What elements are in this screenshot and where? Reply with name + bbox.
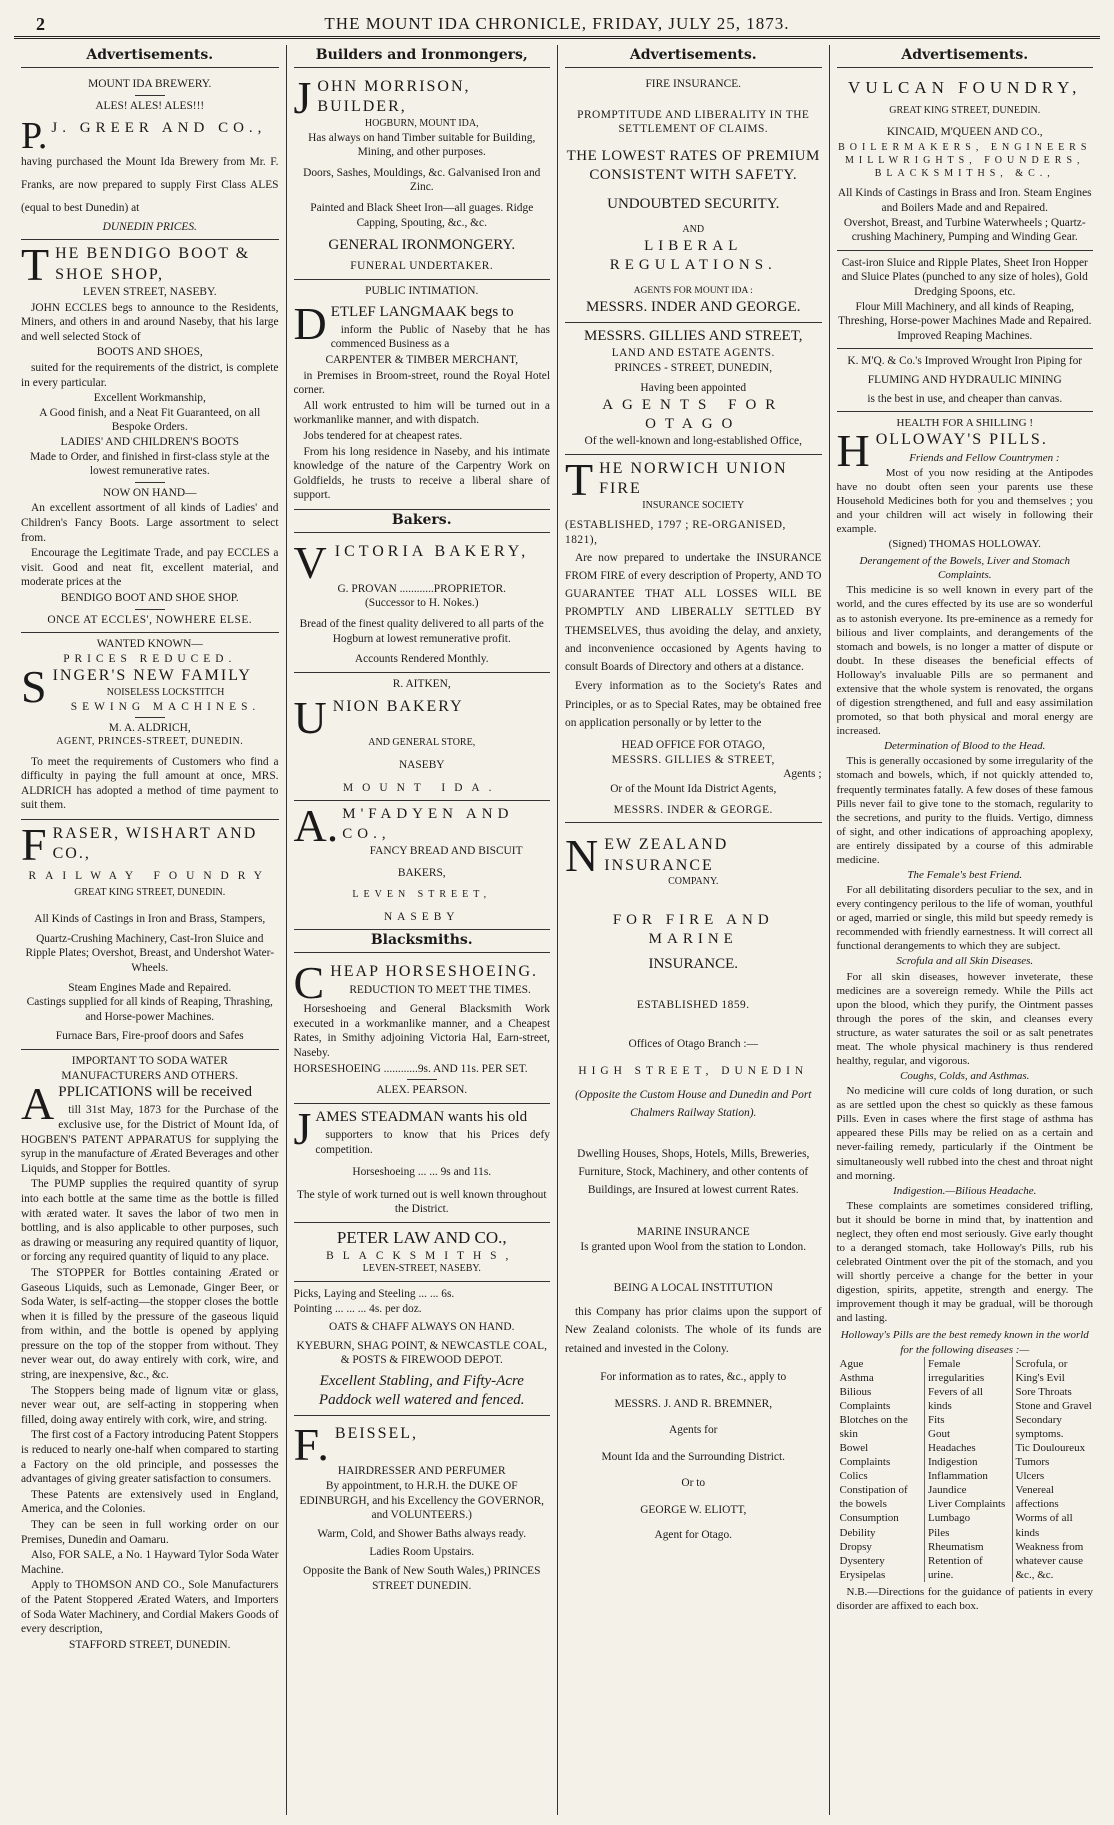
ad-line: Pointing ... ... ... 4s. per doz.	[293, 1302, 422, 1315]
ad-line: MESSRS. INDER & GEORGE.	[613, 803, 773, 816]
ad-heading: HEALTH FOR A SHILLING !	[896, 417, 1033, 430]
ad-line: MARINE INSURANCE	[636, 1226, 750, 1239]
column-heading: Advertisements.	[21, 47, 279, 68]
ad-line: MESSRS. J. AND R. BREMNER,	[614, 1397, 773, 1410]
ad-line: ALES! ALES! ALES!!!	[95, 99, 205, 112]
ad-line: HAIRDRESSER AND PERFUMER	[337, 1465, 506, 1478]
ad-line: FOR FIRE AND MARINE	[612, 911, 774, 948]
ad-title: EW ZEALAND INSURANCE	[604, 836, 729, 874]
ad-line: Doors, Sashes, Mouldings, &c. Galvanised Iron and Zinc.	[303, 166, 541, 194]
ad-line: DUNEDIN PRICES.	[102, 220, 197, 233]
ad-line: Quartz-Crushing Machinery, Cast-Iron Sluice and Ripple Plates; Overshot, Breast, and Undershot Water-Wheels.	[25, 932, 275, 975]
ad-body: Are now prepared to undertake the INSURANCE FROM FIRE of every description of Property, AND TO GUARANTEE THAT ALL LOSSES WILL BE PROMPTLY AND LIBERALLY SETTLED BY THEMSELVES, thus avoiding the delay, and anxiety, and inconvenience occasioned by Agents having to consult Boards of Directory and others at a distance.	[565, 551, 822, 674]
ad-body: Also, FOR SALE, a No. 1 Hayward Tylor Soda Water Machine.	[21, 1549, 279, 1576]
ad-title: INGER'S NEW FAMILY	[52, 667, 252, 685]
ad-line: AGENTS FOR MOUNT IDA :	[633, 286, 753, 297]
ad-line: Or to	[681, 1477, 706, 1490]
ad-line: RAILWAY FOUNDRY	[28, 869, 271, 882]
ad-title: NION BAKERY	[332, 698, 464, 716]
ad-title: MESSRS. GILLIES AND STREET,	[584, 327, 803, 344]
ad-line: BLACKSMITHS,	[326, 1249, 518, 1262]
section-heading: Blacksmiths.	[294, 932, 551, 953]
ad-line: By appointment, to H.R.H. the DUKE OF EDINBURGH, and his Excellency the GOVERNOR, and VOLUNTEERS.)	[299, 1480, 545, 1522]
ad-body: For all skin diseases, however inveterate, these medicines are a sovereign remedy. While the Pills act upon the blood, which they purify, the Ointment passes through the pores of the skin, and cleanses every structure, as water saturates the soil or as salt penetrates meat. The whole physical machinery is thus rendered healthy, regular, and vigorous.	[836, 970, 1093, 1067]
drop-cap: A.	[293, 800, 339, 852]
ad-line: MOUNT IDA.	[343, 781, 501, 794]
ad-line: HORSESHOEING ............9s. AND 11s. PER SET.	[293, 1062, 528, 1075]
ad-norwich-union	[565, 455, 822, 823]
ad-title: ICTORIA BAKERY,	[334, 542, 530, 560]
divider	[135, 609, 165, 610]
ad-new-zealand-insurance	[565, 823, 822, 1547]
ad-body: having purchased the Mount Ida Brewery from Mr. F. Franks, are now prepared to supply First Class ALES (equal to best Dunedin) at	[21, 156, 279, 214]
drop-cap: F.	[293, 1419, 331, 1471]
ad-line: THE LOWEST RATES OF PREMIUM CONSISTENT WITH SAFETY.	[566, 147, 820, 183]
ad-line: Made to Order, and finished in first-class style at the lowest remunerative rates.	[30, 450, 270, 478]
ad-line: BOOTS AND SHOES,	[96, 346, 203, 359]
ad-line: LADIES' AND CHILDREN'S BOOTS	[60, 436, 239, 448]
drop-cap: J	[293, 71, 314, 123]
ad-subhead: Coughs, Colds, and Asthmas.	[900, 1070, 1030, 1083]
ad-line: FUNERAL UNDERTAKER.	[350, 260, 494, 273]
ad-body: They can be seen in full working order on our Premises, Dunedin and Oamaru.	[21, 1519, 279, 1546]
drop-cap: U	[293, 692, 329, 744]
page-number: 2	[36, 14, 45, 34]
ad-line: (Signed) THOMAS HOLLOWAY.	[888, 538, 1041, 551]
ad-line: LIBERAL REGULATIONS.	[609, 238, 777, 274]
masthead	[14, 10, 1100, 39]
ad-subhead: The Female's best Friend.	[907, 868, 1023, 881]
ad-langmaak	[294, 280, 551, 510]
ad-line: OATS & CHAFF ALWAYS ON HAND.	[329, 1321, 515, 1334]
ad-line: INSURANCE.	[648, 956, 739, 973]
ad-title: VULCAN FOUNDRY,	[848, 77, 1082, 97]
ad-line: GENERAL IRONMONGERY.	[328, 237, 516, 254]
ad-line: INSURANCE SOCIETY	[642, 499, 745, 511]
ad-body: Jobs tendered for at cheapest rates.	[303, 429, 463, 442]
ad-heading: IMPORTANT TO SODA WATER MANUFACTURERS AND OTHERS.	[61, 1055, 239, 1082]
ad-mount-ida-brewery	[21, 73, 279, 240]
column-1	[14, 45, 286, 1815]
ad-firm-name: J. GREER AND CO.,	[51, 120, 267, 137]
ad-address: PRINCES - STREET, DUNEDIN,	[614, 361, 773, 374]
ad-line: Mount Ida and the Surrounding District.	[601, 1450, 785, 1463]
ad-line: Bread of the finest quality delivered to all parts of the Hogburn at lowest remunerative profit.	[299, 617, 544, 645]
ad-line: R. AITKEN,	[392, 677, 451, 690]
ad-line: REDUCTION TO MEET THE TIMES.	[349, 983, 531, 996]
ad-line: Horseshoeing ... ... 9s and 11s.	[352, 1166, 492, 1179]
ad-line: Of the well-known and long-established Office,	[584, 435, 802, 448]
columns	[14, 45, 1100, 1815]
ad-body: N.B.—Directions for the guidance of patients in every disorder are affixed to each box.	[836, 1585, 1093, 1612]
ad-body: suited for the requirements of the district, is complete in every particular.	[21, 362, 279, 389]
ad-body: till 31st May, 1873 for the Purchase of the exclusive use, for the District of Mount Ida, of HOGBEN'S PATENT APPARATUS for supplying the syrup in the manufacture of Ærated Beverages and other Liquids, and Stopper for Bottles.	[21, 1104, 279, 1175]
ad-line: Castings supplied for all kinds of Reaping, Thrashing, and Horse-power Machines.	[26, 996, 273, 1023]
ad-line: Agents ;	[783, 768, 822, 781]
ad-title: OLLOWAY'S PILLS.	[875, 431, 1048, 449]
divider	[135, 482, 165, 483]
ad-body: inform the Public of Naseby that he has commenced Business as a	[330, 323, 550, 351]
diseases-list-col: Ague Asthma Bilious Complaints Blotches on the skin Bowel Complaints Colics Constipation of the bowels Consumption Debility Dropsy Dysentery Erysipelas	[839, 1357, 908, 1581]
ad-line: For information as to rates, &c., apply to	[600, 1370, 787, 1383]
ad-line: AND GENERAL STORE,	[368, 737, 476, 749]
ad-cheap-horseshoeing	[294, 958, 551, 1104]
ad-title: AMES STEADMAN wants his old	[315, 1108, 528, 1125]
column-heading: Advertisements.	[565, 47, 822, 68]
ad-body: Most of you now residing at the Antipodes have no doubt often seen your parents use these Household Medicines both for you and themselves ; you and your children will act wisely in following their example.	[836, 466, 1093, 536]
ad-line: ESTABLISHED 1859.	[636, 999, 750, 1012]
ad-line: Agent for Otago.	[654, 1528, 732, 1541]
ad-body: Apply to THOMSON AND CO., Sole Manufacturers of the Patent Stoppered Ærated Waters, and Importers of Soda Water Machinery, and Cordial Makers Goods of every description,	[21, 1579, 279, 1636]
ad-title: M'FADYEN AND CO.,	[342, 806, 514, 842]
ad-body: To meet the requirements of Customers who find a difficulty in paying the full amount at once, MRS. ALDRICH has adopted a method of time payment to suit them.	[21, 755, 279, 812]
ad-title: BEISSEL,	[334, 1425, 419, 1443]
ad-line: SEWING MACHINES.	[70, 700, 261, 713]
column-4	[829, 45, 1101, 1815]
ad-heading: PUBLIC INTIMATION.	[365, 284, 479, 297]
ad-line: HIGH STREET, DUNEDIN	[578, 1064, 809, 1077]
ad-line: FLUMING AND HYDRAULIC MINING	[867, 373, 1062, 386]
ad-holloways-pills	[837, 412, 1094, 1619]
ad-line: Overshot, Breast, and Turbine Waterwheels ; Quartz-crushing Machinery, Pumping and Winding Gear.	[843, 216, 1086, 244]
ad-line: ALEX. PEARSON.	[376, 1084, 468, 1097]
ad-address: HOGBURN, MOUNT IDA,	[364, 117, 479, 129]
ad-line: Dwelling Houses, Shops, Hotels, Mills, Breweries, Furniture, Stock, Machinery, and other contents of Buildings, are Insured at lowest current Rates.	[577, 1147, 810, 1197]
ad-line: BEING A LOCAL INSTITUTION	[613, 1281, 773, 1294]
drop-cap: T	[565, 453, 596, 505]
drop-cap: J	[293, 1102, 312, 1154]
ad-line: Has always on hand Timber suitable for Building, Mining, and other purposes.	[308, 131, 536, 159]
ad-line: Warm, Cold, and Shower Baths always ready.	[317, 1527, 527, 1540]
ad-soda-water-patent	[21, 1050, 279, 1657]
drop-cap: S	[21, 661, 49, 713]
ad-line: Agents for	[669, 1424, 718, 1437]
ad-line: Or of the Mount Ida District Agents,	[610, 782, 777, 795]
ad-body: These Patents are extensively used in England, America, and the Colonies.	[21, 1488, 279, 1516]
ad-body: The first cost of a Factory introducing Patent Stoppers is reduced to nearly one-half when compared to starting a Factory on the old principle, and possesses the advantages of giving greater satisfaction to consumers.	[21, 1429, 279, 1486]
ad-beissel-hairdresser	[294, 1416, 551, 1598]
ad-line: Offices of Otago Branch :—	[628, 1037, 758, 1050]
ad-address: GREAT KING STREET, DUNEDIN.	[889, 104, 1041, 116]
ad-gillies-and-street	[565, 323, 822, 455]
ad-line: GEORGE W. ELIOTT,	[640, 1503, 747, 1516]
ad-line: (ESTABLISHED, 1797 ; RE-ORGANISED, 1821),	[565, 519, 786, 547]
ad-address: GREAT KING STREET, DUNEDIN.	[74, 887, 226, 899]
ad-body: For all debilitating disorders peculiar to the sex, and in every contingency perilous to the life of woman, youthful or aged, married or single, this mild but speedy remedy is recommended with friendly earnestness. It will correct all functional derangements to which they are subject.	[836, 884, 1093, 953]
ad-line: A Good finish, and a Neat Fit Guaranteed, on all Bespoke Orders.	[39, 406, 261, 434]
ad-body: in Premises in Broom-street, round the Royal Hotel corner.	[293, 369, 550, 397]
ad-line: COMPANY.	[668, 876, 719, 888]
ad-line: MESSRS. GILLIES & STREET,	[611, 753, 775, 766]
ad-subhead: Scrofula and all Skin Diseases.	[896, 955, 1034, 968]
ad-title: HEAP HORSESHOEING.	[330, 963, 539, 981]
ad-title: RASER, WISHART AND CO.,	[52, 824, 258, 863]
ad-address: LEVEN-STREET, NASEBY.	[362, 1263, 481, 1275]
column-2	[286, 45, 558, 1815]
ad-title: PPLICATIONS will be received	[58, 1084, 252, 1101]
ad-line: M. A. ALDRICH,	[108, 722, 191, 735]
drop-cap: P.	[21, 115, 48, 158]
drop-cap: V	[293, 536, 331, 588]
ad-line: UNDOUBTED SECURITY.	[607, 196, 780, 213]
ad-line: KINCAID, M'QUEEN AND CO.,	[886, 126, 1043, 139]
divider	[407, 1079, 437, 1080]
newspaper-title: THE MOUNT IDA CHRONICLE, FRIDAY, JULY 25, 1873.	[324, 14, 790, 33]
ad-line: (Opposite the Custom House and Dunedin and Port Chalmers Railway Station).	[575, 1089, 812, 1120]
ad-line: BOILERMAKERS, ENGINEERS MILLWRIGHTS, FOUNDERS, BLACKSMITHS, &C.,	[838, 142, 1092, 179]
divider	[837, 250, 1094, 251]
ad-singer-sewing-machines	[21, 633, 279, 820]
ad-line: LEVEN STREET,	[352, 888, 492, 900]
ad-line: NOW ON HAND—	[103, 486, 197, 499]
ad-peter-law	[294, 1223, 551, 1416]
ad-mcfadyen-bakers	[294, 801, 551, 930]
ad-title: HE NORWICH UNION FIRE	[599, 459, 788, 498]
ad-line: Painted and Black Sheet Iron—all guages. Ridge Capping, Spouting, &c., &c.	[310, 202, 534, 229]
ad-line: WANTED KNOWN—	[96, 638, 203, 651]
column-heading: Advertisements.	[837, 47, 1094, 68]
ad-line: Furnace Bars, Fire-proof doors and Safes	[55, 1030, 244, 1043]
drop-cap: A	[21, 1078, 55, 1130]
divider	[135, 717, 165, 718]
ad-line: BAKERS,	[397, 867, 446, 880]
ad-line: AND	[682, 224, 705, 236]
ad-address: LEVEN STREET, NASEBY.	[82, 286, 217, 299]
ad-title: PETER LAW AND CO.,	[336, 1227, 507, 1247]
ad-line: Having been appointed	[640, 382, 747, 395]
ad-union-bakery	[294, 673, 551, 802]
drop-cap: C	[293, 957, 327, 1009]
ad-line: NASEBY	[398, 759, 445, 772]
ad-line: NASEBY	[383, 910, 460, 923]
ad-tagline: ONCE AT ECCLES', NOWHERE ELSE.	[47, 613, 253, 626]
ad-body: supporters to know that his Prices defy competition.	[315, 1128, 550, 1156]
drop-cap: T	[21, 239, 52, 291]
ad-line: Excellent Workmanship,	[93, 392, 206, 405]
ad-line: (Successor to H. Nokes.)	[364, 597, 479, 610]
ad-line: MESSRS. INDER AND GEORGE.	[585, 298, 801, 315]
ad-line: KYEBURN, SHAG POINT, & NEWCASTLE COAL, & POSTS & FIREWOOD DEPOT.	[296, 1339, 547, 1367]
ad-body: The PUMP supplies the required quantity of syrup into each bottle at the same time as the bottle is filled with ærated water. It saves the labor of two men in bottling, and is also applicable to other purposes, such as drawing or measuring any required quantity of liquor, or forcing any required quantity of liquid to any place.	[21, 1178, 279, 1264]
ad-body: This is generally occasioned by some irregularity of the stomach and bowels, which, if not quickly attended to, frequently terminates fatally. A few doses of these famous Pills never fail to give tone to the stomach, regularity to the secretions, and purity to the fluids. Vertigo, dimness of sight, and other indications of approaching apoplexy, are entirely dissipated by a course of this admirable medicine.	[836, 755, 1093, 866]
ad-james-steadman	[294, 1104, 551, 1223]
ad-line: Picks, Laying and Steeling ... ... 6s.	[293, 1288, 455, 1301]
ad-line: Flour Mill Machinery, and all kinds of Reaping, Threshing, Horse-power Machines Made and Repaired.	[838, 300, 1092, 328]
ad-line: PROMPTITUDE AND LIBERALITY IN THE SETTLEMENT OF CLAIMS.	[577, 108, 810, 136]
ad-body: Encourage the Legitimate Trade, and pay ECCLES a visit. Good and neat fit, excellent material, and moderate prices at the	[21, 547, 279, 589]
ad-line: Is granted upon Wool from the station to London.	[580, 1241, 807, 1254]
ad-body: No medicine will cure colds of long duration, or such as are settled upon the chest so quickly as these famous Pills. Even in cases where the first stage of asthma has appeared these Pills may be relied on as a certain and never-failing remedy, particularly if the Ointment be simultaneously well rubbed into the chest and throat night and morning.	[836, 1085, 1093, 1182]
ad-subhead: Friends and Fellow Countrymen :	[909, 451, 1060, 464]
ad-john-morrison	[294, 73, 551, 280]
divider	[294, 1281, 551, 1282]
ad-line: K. M'Q. & Co.'s Improved Wrought Iron Piping for	[847, 355, 1083, 368]
ad-victoria-bakery	[294, 538, 551, 673]
ad-line: NOISELESS LOCKSTITCH	[106, 686, 225, 698]
ad-body: Horseshoeing and General Blacksmith Work executed in a workmanlike manner, and a Cheapest Rates, in Smithy adjoining Victoria Hal, Earn-street, Naseby.	[293, 1003, 550, 1059]
ad-body: From his long residence in Naseby, and his intimate knowledge of the nature of the Carpentry Work on Goldfields, he trusts to receive a liberal share of support.	[293, 445, 550, 502]
ad-subhead: Indigestion.—Bilious Headache.	[893, 1184, 1037, 1197]
diseases-list-col: Female irregularities Fevers of all kinds Fits Gout Headaches Indigestion Inflammation Jaundice Liver Complaints Lumbago Piles Rheumatism Retention of urine.	[924, 1357, 1006, 1582]
ad-body: These complaints are sometimes considered trifling, but it should be borne in mind that, by inattention and neglect, they often end most seriously. Give early thought to a deranged stomach, take Holloway's Pills, rub his celebrated Ointment over the pit of the stomach, and you will shortly perceive a change for the better in your digestion, spirits, appetite, strength and energy. The improvement though it may be gradual, will be thorough and lasting.	[836, 1199, 1093, 1325]
ad-line: Cast-iron Sluice and Ripple Plates, Sheet Iron Hopper and Sluice Plates (punched to any size of holes), Gold Dredging Spoons, etc.	[841, 256, 1088, 298]
ad-line: AGENT, PRINCES-STREET, DUNEDIN.	[56, 735, 244, 747]
drop-cap: F	[21, 818, 49, 870]
ad-line: Improved Reaping Machines.	[897, 329, 1033, 342]
ad-body: All work entrusted to him will be turned out in a workmanlike manner, and with dispatch.	[293, 399, 550, 427]
divider	[135, 95, 165, 96]
ad-line: BENDIGO BOOT AND SHOE SHOP.	[60, 591, 239, 604]
ad-line: G. PROVAN ............PROPRIETOR.	[337, 582, 507, 595]
ad-line: Ladies Room Upstairs.	[369, 1546, 475, 1559]
ad-body: Every information as to the Society's Rates and Principles, or as to Special Rates, may be obtained free on application personally or by letter to the	[565, 680, 822, 729]
column-heading: Builders and Ironmongers,	[294, 47, 551, 68]
ad-subhead: Derangement of the Bowels, Liver and Stomach Complaints.	[859, 555, 1070, 582]
ad-fire-insurance	[565, 73, 822, 323]
ad-body: The Stoppers being made of lignum vitæ or glass, never wear out, are self-acting in stoppering when filled, doing away entirely with cork, wire, and string.	[21, 1384, 279, 1426]
ad-fraser-wishart	[21, 820, 279, 1050]
ad-subhead: Determination of Blood to the Head.	[884, 740, 1046, 753]
ad-line: HEAD OFFICE FOR OTAGO,	[621, 739, 765, 752]
ad-title: HE BENDIGO BOOT & SHOE SHOP,	[55, 245, 251, 283]
ad-title: ETLEF LANGMAAK begs to	[330, 303, 514, 320]
ad-line: Excellent Stabling, and Fifty-Acre Paddock well watered and fenced.	[318, 1373, 525, 1409]
ad-line: LAND AND ESTATE AGENTS.	[611, 346, 775, 359]
ad-line: Opposite the Bank of New South Wales,) PRINCES STREET DUNEDIN.	[303, 1564, 541, 1592]
ad-body: JOHN ECCLES begs to announce to the Residents, Miners, and others in and around Naseby, that his large and well selected Stock of	[21, 301, 279, 343]
ad-body: This medicine is so well known in every part of the world, and the cures effected by its use are so wonderful as to astonish everyone. Its pre-eminence as a remedy for bilious and liver complaints, and derangements of the stomach and bowels, is no longer a matter of dispute or doubt. In these diseases the beneficial effects of Holloway's invaluable Pills are so permanent and extensive that the whole system is renovated, the organs of digestion strengthened, and full and easy assimilation promoted, so that both physical and moral energy are increased.	[836, 584, 1093, 738]
drop-cap: D	[293, 297, 327, 349]
ad-subhead: Holloway's Pills are the best remedy known in the world for the following diseases :—	[840, 1329, 1089, 1356]
drop-cap: N	[565, 830, 601, 882]
ad-line: CARPENTER & TIMBER MERCHANT,	[325, 353, 519, 366]
ad-line: is the best in use, and cheaper than canvas.	[867, 392, 1063, 405]
section-heading: Bakers.	[294, 512, 551, 533]
ad-body: this Company has prior claims upon the support of New Zealand colonists. The whole of its funds are retained and invested in the Colony.	[565, 1306, 822, 1355]
divider	[837, 348, 1094, 349]
ad-line: The style of work turned out is well known throughout the District.	[296, 1188, 547, 1216]
ad-body: An excellent assortment of all kinds of Ladies' and Children's Fancy Boots. Large assortment to select from.	[21, 502, 279, 544]
ad-line: FANCY BREAD AND BISCUIT	[369, 844, 523, 857]
ad-body: The STOPPER for Bottles containing Ærated or Gaseous Liquids, such as Lemonade, Ginger Beer, or Soda Water, is self-acting—the stopper closes the bottle when it is filled by the pressure of the gaseous liquid from within, and the bottle is opened by applying pressure on the top of the stopper from without. They never wear out, do away entirely with cork, wire, and string, are inexpensive, &c., &c.	[21, 1266, 279, 1382]
ad-line: AGENTS FOR OTAGO	[602, 396, 785, 432]
ad-title: OHN MORRISON, BUILDER,	[317, 77, 471, 116]
ad-address: STAFFORD STREET, DUNEDIN.	[68, 1638, 231, 1651]
ad-title: FIRE INSURANCE.	[645, 77, 742, 90]
ad-title: MOUNT IDA BREWERY.	[88, 77, 212, 90]
ad-firm	[21, 115, 279, 158]
ad-line: Accounts Rendered Monthly.	[354, 653, 489, 666]
ad-line: All Kinds of Castings in Iron and Brass, Stampers,	[34, 913, 266, 926]
column-3	[557, 45, 829, 1815]
ad-line: PRICES REDUCED.	[63, 652, 237, 665]
diseases-list	[837, 1357, 1094, 1582]
ad-line: Steam Engines Made and Repaired.	[68, 981, 232, 994]
drop-cap: H	[836, 425, 872, 477]
ad-vulcan-foundry	[837, 73, 1094, 412]
ad-line: All Kinds of Castings in Brass and Iron. Steam Engines and Boilers Made and and Repaired.	[837, 187, 1092, 215]
ad-bendigo-boot-shop	[21, 240, 279, 633]
diseases-list-col: Scrofula, or King's Evil Sore Throats Stone and Gravel Secondary symptoms. Tic Douloureux Tumors Ulcers Venereal affections Worms of all kinds Weakness from whatever cause &c., &c.	[1012, 1357, 1094, 1582]
